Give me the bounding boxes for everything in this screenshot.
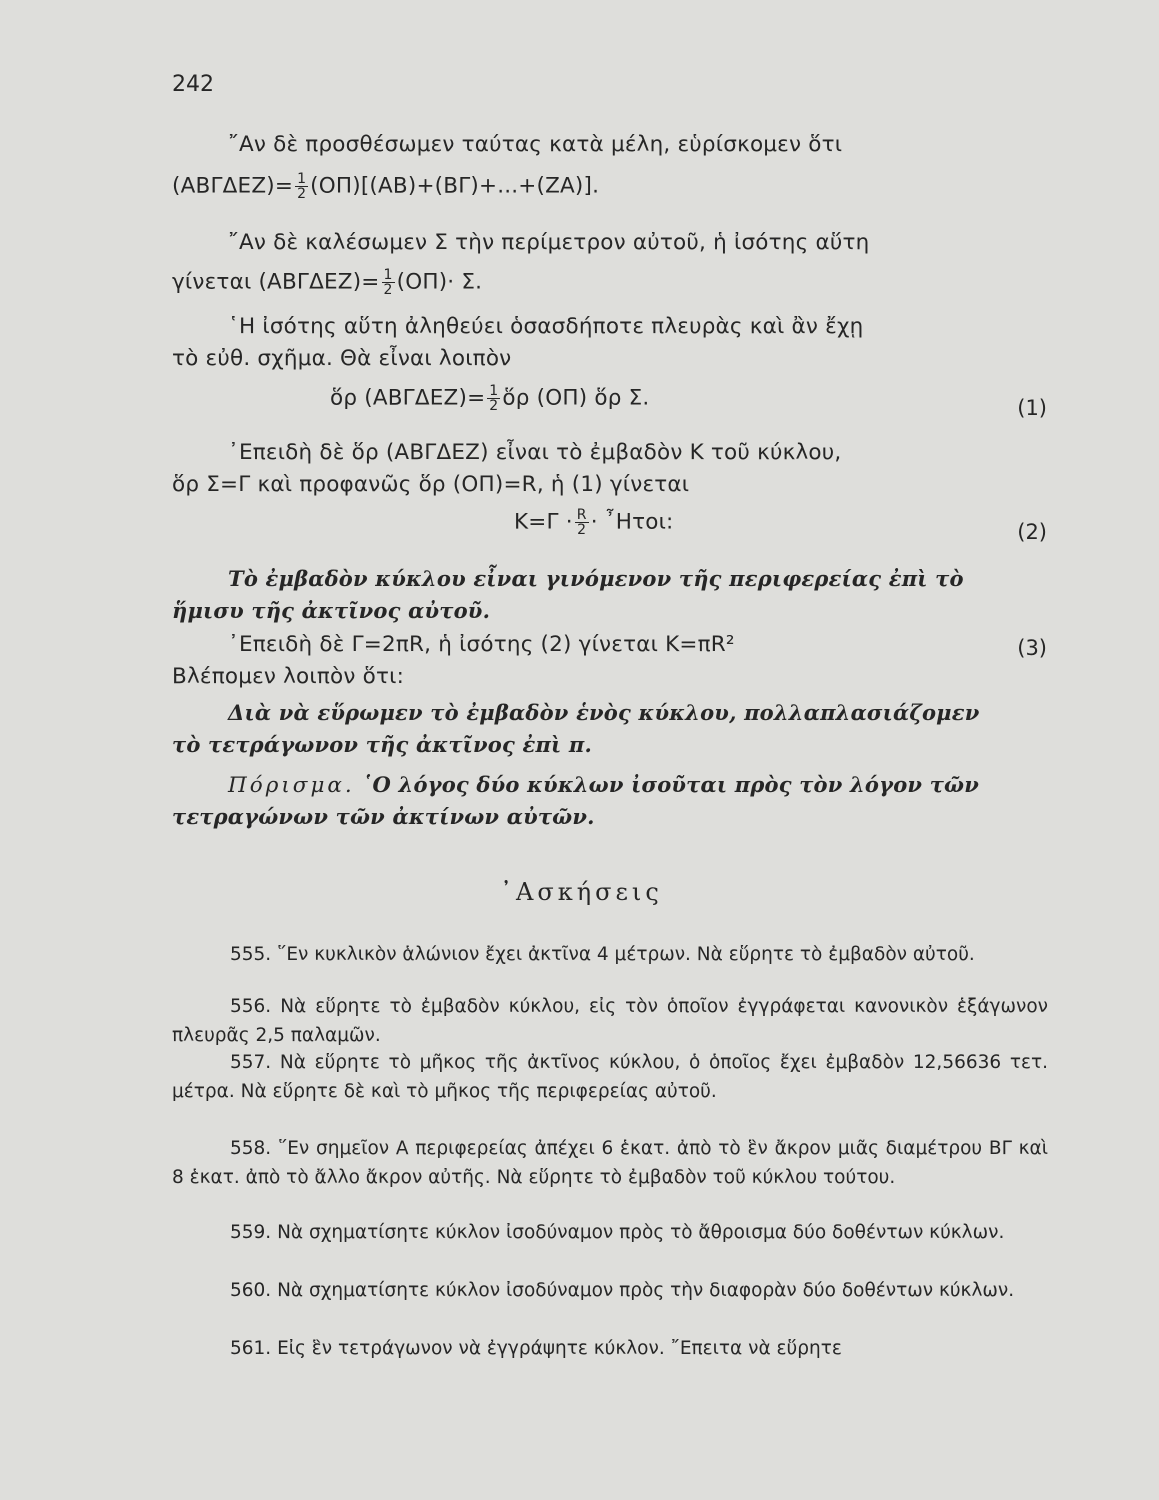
page-number: 242 [172, 72, 214, 97]
exercise-item: 560. Νὰ σχηματίσητε κύκλον ἰσοδύναμον πρὸς τὴν διαφορὰν δύο δοθέντων κύκλων. [230, 1280, 1015, 1301]
exercise-item: 559. Νὰ σχηματίσητε κύκλον ἰσοδύναμον πρὸς τὸ ἄθροισμα δύο δοθέντων κύκλων. [230, 1222, 1005, 1243]
text-line: τὸ εὐθ. σχῆμα. Θὰ εἶναι λοιπὸν [172, 346, 512, 371]
equation-line: γίνεται (ΑΒΓΔΕΖ)= $\frac{1}{2}$ (ΟΠ)· Σ. [172, 267, 483, 298]
rule-text: τὸ τετράγωνον τῆς ἀκτῖνος ἐπὶ π. [172, 732, 592, 757]
section-heading: ᾿Ασκήσεις [500, 878, 663, 906]
fraction: $\frac{1}{2}$ [383, 267, 393, 298]
corollary-text: τετραγώνων τῶν ἀκτίνων αὐτῶν. [172, 804, 595, 829]
equation-line: ὅρ (ΑΒΓΔΕΖ)= $\frac{1}{2}$ ὅρ (ΟΠ) ὅρ Σ. [330, 383, 650, 414]
exercise-item: 555. ῞Εν κυκλικὸν ἁλώνιον ἔχει ἀκτῖνα 4 μέτρων. Νὰ εὕρητε τὸ ἐμβαδὸν αὐτοῦ. [230, 944, 975, 965]
equation-number: (3) [1017, 636, 1047, 660]
theorem-text: ἥμισυ τῆς ἀκτῖνος αὐτοῦ. [172, 598, 491, 623]
fraction: $\frac{1}{2}$ [489, 383, 499, 414]
exercise-item: 557. Νὰ εὕρητε τὸ μῆκος τῆς ἀκτῖνος κύκλου, ὁ ὁποῖος ἔχει ἐμβαδὸν 12,56636 τετ. μέτρα. Νὰ εὕρητε δὲ καὶ τὸ μῆκος τῆς περιφερείας αὐτοῦ. [172, 1052, 1048, 1102]
corollary-label: Πόρισμα. [228, 773, 355, 798]
text-line: ᾿Επειδὴ δὲ Γ=2πR, ἡ ἰσότης (2) γίνεται Κ=πR² [228, 632, 735, 657]
fraction: $\frac{1}{2}$ [297, 171, 307, 202]
theorem-text: Τὸ ἐμβαδὸν κύκλου εἶναι γινόμενον τῆς περιφερείας ἐπὶ τὸ [228, 566, 964, 591]
equation-line: Κ=Γ · $\frac{R}{2}$ · ῏Ητοι: [514, 507, 674, 538]
rule-text: Διὰ νὰ εὕρωμεν τὸ ἐμβαδὸν ἑνὸς κύκλου, πολλαπλασιάζομεν [228, 700, 980, 725]
text-line: ᾿Επειδὴ δὲ ὅρ (ΑΒΓΔΕΖ) εἶναι τὸ ἐμβαδὸν Κ τοῦ κύκλου, [228, 440, 842, 465]
exercise-item: 561. Εἰς ἓν τετράγωνον νὰ ἐγγράψητε κύκλον. ῎Επειτα νὰ εὕρητε [230, 1338, 842, 1359]
equation-line: (ΑΒΓΔΕΖ)= $\frac{1}{2}$ (ΟΠ)[(ΑΒ)+(ΒΓ)+...+(ΖΑ)]. [172, 171, 600, 202]
exercise-item: 556. Νὰ εὕρητε τὸ ἐμβαδὸν κύκλου, εἰς τὸν ὁποῖον ἐγγράφεται κανονικὸν ἑξάγωνον πλευρᾶς 2,5 παλαμῶν. [172, 996, 1048, 1046]
text-line: ῾Η ἰσότης αὕτη ἀληθεύει ὁσασδήποτε πλευρὰς καὶ ἂν ἔχῃ [228, 314, 864, 339]
text-line: ῎Αν δὲ καλέσωμεν Σ τὴν περίμετρον αὐτοῦ, ἡ ἰσότης αὕτη [228, 230, 870, 255]
text-line: ῎Αν δὲ προσθέσωμεν ταύτας κατὰ μέλη, εὑρίσκομεν ὅτι [228, 132, 843, 157]
corollary-line: Πόρισμα. ῾Ο λόγος δύο κύκλων ἰσοῦται πρὸς τὸν λόγον τῶν [228, 772, 979, 798]
text-line: Βλέπομεν λοιπὸν ὅτι: [172, 664, 405, 689]
equation-number: (2) [1017, 520, 1047, 544]
equation-number: (1) [1017, 396, 1047, 420]
exercise-item: 558. ῞Εν σημεῖον Α περιφερείας ἀπέχει 6 ἑκατ. ἀπὸ τὸ ἓν ἄκρον μιᾶς διαμέτρου ΒΓ καὶ 8 ἑκατ. ἀπὸ τὸ ἄλλο ἄκρον αὐτῆς. Νὰ εὕρητε τὸ ἐμβαδὸν τοῦ κύκλου τούτου. [172, 1138, 1048, 1188]
fraction: $\frac{R}{2}$ [576, 507, 587, 538]
text-line: ὅρ Σ=Γ καὶ προφανῶς ὅρ (ΟΠ)=R, ἡ (1) γίνεται [172, 472, 690, 497]
